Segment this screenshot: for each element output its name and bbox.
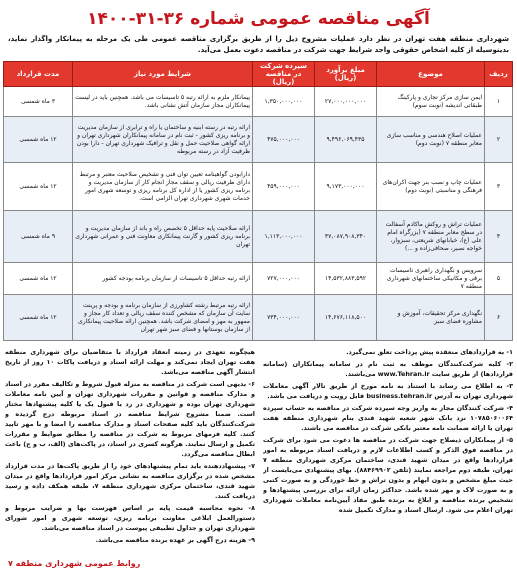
row-subject: عملیات چاپ و نصب بنر جهت اکران‌های فرهنگی و مناسبتی (نوبت دوم) (377, 163, 485, 211)
notes-left-column (5, 347, 255, 579)
row-estimate: ۱۴,۶۷۶,۱۱۸,۵۰۰ (315, 295, 377, 341)
row-requirements: پیمانکار ملزم به ارائه رتبه ۵ تاسیسات می باشد. همچنین باید در لیست پیمانکاران مجاز سازمان آتش نشانی باشد. (73, 87, 253, 117)
row-subject: سرویس و نگهداری راهبری تاسیسات برقی و مکانیکی ساختمانهای شهرداری منطقه ۷ (377, 263, 485, 295)
row-estimate: ۱۴,۵۳۲,۸۸۳,۵۹۲ (315, 263, 377, 295)
notice-intro: شهرداری منطقه هفت تهران در نظر دارد عملیات مشروح ذیل را از طریق برگزاری مناقصه عمومی طی یک مرحله به پیمانکار واگذار نماید، بدینوسیله از کلیه اشخاص حقوقی واجد شرایط جهت شرکت در مناقصه دعوت بعمل می‌آید. (8, 35, 509, 54)
row-number: ۶ (485, 295, 513, 341)
row-deposit: ۱,۳۵۰,۰۰۰,۰۰۰ (253, 87, 315, 117)
note-item: ۹- هزینه درج آگهی بر عهده برنده مناقصه می‌باشد. (95, 536, 255, 544)
row-subject: عملیات تراش و روکش ماکادم آسفالت در سطح معابر منطقه ۷ (بزرگراه امام علی (ع)، خیابانهای شریعتی، سبزوار، خواجه نصیر، صحافی‌زاده و ...) (377, 211, 485, 263)
header-requirements: شرایط مورد نیاز (73, 62, 253, 87)
row-number: ۴ (485, 211, 513, 263)
table-row (4, 117, 513, 163)
row-subject: نگهداری مرکز تحقیقات، آموزش و مشاوره فضای سبز (377, 295, 485, 341)
header-row-number: ردیف (485, 62, 513, 87)
row-requirements: ارائه صلاحیت پایه حداقل ۵ تخصص راه و باند از سازمان مدیریت و برنامه ریزی کشور و گارنت پیمانکاری معاونت فنی و عمرانی شهرداری تهران (73, 211, 253, 263)
row-estimate: ۲۷,۰۰۰,۰۰۰,۰۰۰ (315, 87, 377, 117)
header-deposit: سپرده شرکت در مناقصه (ریال) (253, 62, 315, 87)
row-number: ۳ (485, 163, 513, 211)
table-row (4, 163, 513, 211)
notes-right-column (263, 347, 513, 579)
note-item: ۶- بدیهی است شرکت در مناقصه به منزله قبول شروط و تکالیف مقرر در اسناد و مدارک مناقصه و قوانین و مقررات شهرداری تهران و آیین نامه معاملات شهرداری تهران بوده و شهرداری در رد یا قبول یک یا کلیه پیشنهادها مختار است. ضمنا مشروح شرایط مناقصه در اسناد مربوطه درج گردیده و شرکت‌کنندگان باید کلیه صفحات اسناد و مدارک مناقصه را امضا و با مهر تایید کنند. کلیه فرمهای مربوط به شرکت در مناقصه را مطابق ضوابط و مقررات تکمیل و ارسال نمایند. هرگونه کسری در اسناد، در پاکت‌های (الف، ب و ج) باعث ابطال مناقصه می‌گردد. (5, 380, 255, 458)
table-header-row (4, 62, 513, 87)
row-requirements: ارائه رتبه در رسته ابنیه و ساختمان یا راه و ترابری از سازمان مدیریت و برنامه ریزی کشور - ثبت نام در سامانه پیمانکاران شهرداری تهران و ارائه گواهی صلاحیت حمل و نقل و ترافیک شهرداری تهران - دارا بودن ظرفیت آزاد در رسته مربوطه (73, 117, 253, 163)
row-number: ۲ (485, 117, 513, 163)
row-duration: ۱۲ ماه شمسی (4, 295, 73, 341)
note-item: ۲- کلیه شرکت‌کنندگان موظف به ثبت نام در سامانه پیمانکاران (سامانه قراردادها) از طریق سایت www.Tehran.ir می‌باشند. (263, 360, 513, 378)
note-item: ۱- به قراردادهای منعقده پیش پرداخت تعلق نمی‌گیرد. (346, 348, 513, 356)
row-requirements: ارائه رتبه حداقل ۵ تاسیسات از سازمان برنامه بودجه کشور (73, 263, 253, 295)
row-deposit: ۷۳۴,۰۰۰,۰۰۰ (253, 295, 315, 341)
table-row (4, 263, 513, 295)
row-duration: ۳ ماه شمسی (4, 87, 73, 117)
row-subject: ایمن سازی مرکز تجاری و پارکینگ طبقاتی اندیشه (نوبت سوم) (377, 87, 485, 117)
row-duration: ۹ ماه شمسی (4, 211, 73, 263)
row-duration: ۱۲ ماه شمسی (4, 163, 73, 211)
note-item: ۷- پیشنهاددهنده باید تمام پیشنهادهای خود را از طریق پاکت‌ها در مدت قرارداد مشخص شده در برگزاری مناقصه به نشانی مرکز امور قراردادها واقع در میدان شهید قندی، ساختمان مرکزی شهرداری منطقه ۷، طبقه همکف داده و رسید دریافت کنند. (5, 462, 255, 500)
note-item: ۳- به اطلاع می رساند با استناد به نامه مورخ از طریق تالار آگهی معاملات شهرداری تهران به آدرس business.tehran.ir قابل رویت و دریافت می باشد. (263, 382, 513, 400)
row-deposit: ۷۲۷,۰۰۰,۰۰۰ (253, 263, 315, 295)
note-item: ۵- از پیمانکاران ذیصلاح جهت شرکت در مناقصه ها دعوت می شود برای شرکت در مناقصه فوق الذکر و کسب اطلاعات لازم و دریافت اسناد مربوطه به امور قراردادها واقع در میدان شهید قندی، ساختمان مرکزی شهرداری منطقه ۷ تهران، طبقه دوم مراجعه نمایند (تلفن ۸۸۴۶۹۹۰۲). بهای پیشنهادی می‌بایست از حیث مبلغ مشخص و بدون ابهام و بدون تراش و خط خوردگی و به صورت کتبی و به صورت لاک و مهر شده باشد. حداکثر زمان ارائه برای بررسی پیشنهادها و تشخیص برنده مناقصه و ابلاغ به برنده طبق مفاد آیین‌نامه معاملات شهرداری تهران اعلام می شود. ارسال اسناد و مدارک تکمیل شده (263, 436, 513, 514)
table-row (4, 295, 513, 341)
header-duration: مدت قرارداد (4, 62, 73, 87)
header-subject: موضوع (377, 62, 485, 87)
note-item: ۴- شرکت کنندگان مجاز به واریز وجه سپرده شرکت در مناقصه به حساب سپرده ۱۰۷۸۵۰۶۰۰۶۴ نزد بانک شهر شعبه شهید قندی بنام شهرداری منطقه هفت تهران یا ارائه ضمانت نامه معتبر بانکی شرکت در مناقصه می باشند. (263, 404, 513, 432)
row-number: ۵ (485, 263, 513, 295)
row-requirements: دارابودن گواهینامه تعیین توان فنی و تشخیص صلاحیت معتبر و مرتبط دارای ظرفیت ریالی و سقف مجاز انجام کار از سازمان مدیریت و برنامه ریزی کشور یا از اداره کل برنامه ریزی و توسعه شهری امور خدمات شهری شهرداری تهران الزامی است. (73, 163, 253, 211)
note-item: هیچگونه تعهدی در زمینه انعقاد قرارداد با متقاضیان برای شهرداری منطقه هفت تهران ایجاد نمی‌کند و مهلت ارائه اسناد و دریافت پاکات ۱۰ روز از تاریخ انتشار آگهی مناقصه می‌باشد. (5, 348, 255, 376)
row-duration: ۱۲ ماه شمسی (4, 263, 73, 295)
row-deposit: ۴۷۵,۰۰۰,۰۰۰ (253, 117, 315, 163)
row-number: ۱ (485, 87, 513, 117)
row-deposit: ۱,۱۱۳,۰۰۰,۰۰۰ (253, 211, 315, 263)
row-subject: عملیات اصلاح هندسی و مناسب سازی معابر منطقه ۷ (نوبت دوم) (377, 117, 485, 163)
row-estimate: ۹,۴۹۶,۰۶۹,۴۳۵ (315, 117, 377, 163)
row-requirements: ارائه رتبه مرتبط رشته کشاورزی از سازمان برنامه و بودجه و پرینت سایت آن سازمان که مشخص کننده سقف ریالی و تعداد کار مجاز و ممهور به مهر و امضای شرکت باشد. همچنین ارائه صلاحیت پیمانکاری از سازمان بوستانها و فضای سبز شهر تهران (73, 295, 253, 341)
row-deposit: ۴۵۹,۰۰۰,۰۰۰ (253, 163, 315, 211)
header-estimate: مبلغ برآورد (ریال) (315, 62, 377, 87)
row-duration: ۱۲ ماه شمسی (4, 117, 73, 163)
tender-table (3, 61, 513, 341)
row-estimate: ۹,۱۷۳,۰۰۰,۰۰۰ (315, 163, 377, 211)
tender-notice (4, 4, 513, 572)
row-estimate: ۳۷,۰۸۷,۹۰۸,۳۴۰ (315, 211, 377, 263)
table-row (4, 211, 513, 263)
publisher-signature: روابط عمومی شهرداری منطقه ۷ (8, 559, 141, 568)
table-row (4, 87, 513, 117)
notes-section (4, 347, 513, 579)
notice-title: آگهی مناقصه عمومی شماره ۳۶-۳۱-۱۴۰۰ (87, 9, 430, 29)
note-item: ۸- نحوه محاسبه قیمت پایه بر اساس فهرست بها و ضرایب مربوط و دستورالعمل ابلاغی معاونت برنامه ریزی، توسعه شهری و امور شورای شهرداری تهران و جداول تطبیقی پیوست در اسناد مناقصه می‌باشد. (5, 504, 255, 532)
